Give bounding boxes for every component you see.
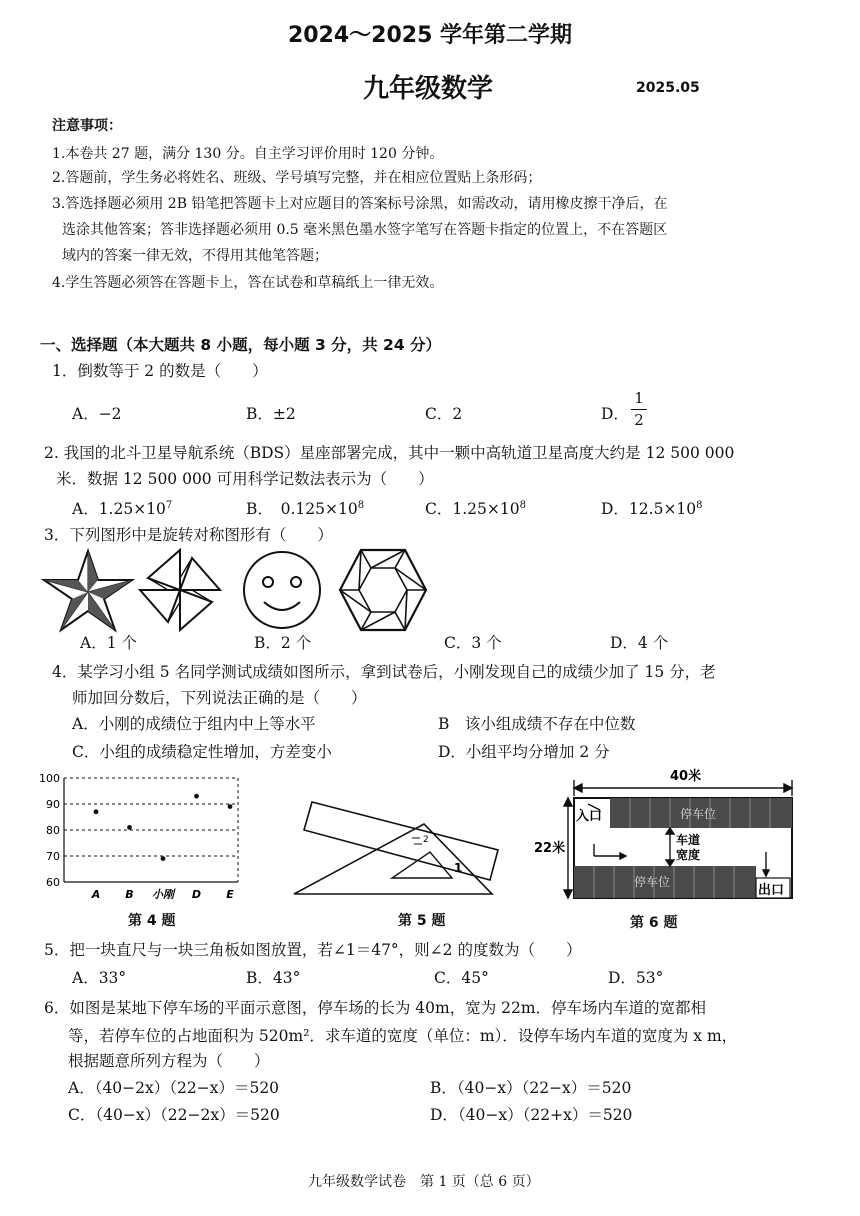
- star-figure: [40, 548, 136, 632]
- q2-option-c-exp: 8: [519, 500, 526, 511]
- data-point: [161, 856, 166, 861]
- q2-option-b-text: B． 0.125×10: [246, 500, 358, 518]
- q1-option-d-label: D．: [601, 405, 629, 423]
- q2-option-c: [425, 497, 526, 519]
- smiley-face-figure: [240, 548, 324, 632]
- data-point: [94, 809, 99, 814]
- question-1-stem: 1．倒数等于 2 的数是（ ）: [52, 362, 268, 380]
- question-6-stem-line2: 等，若停车位的占地面积为 520m²．求车道的宽度（单位：m）．设停车场内车道的宽度为 x m，: [68, 1027, 738, 1045]
- lane-label-2: 宽度: [676, 848, 701, 862]
- page-footer: 九年级数学试卷 第 1 页（总 6 页）: [308, 1174, 540, 1190]
- data-point: [127, 825, 132, 830]
- notice-item-3: 3.答选择题必须用 2B 铅笔把答题卡上对应题目的答案标号涂黑，如需改动，请用橡皮擦干净后，在: [52, 196, 668, 212]
- figure-5-caption: 第 5 题: [398, 913, 446, 929]
- exam-date: 2025.05: [636, 80, 700, 96]
- section-title: 一、选择题（本大题共 8 小题，每小题 3 分，共 24 分）: [40, 336, 442, 354]
- question-4-stem-line1: 4．某学习小组 5 名同学测试成绩如图所示，拿到试卷后，小刚发现自己的成绩少加了 15 分，老: [52, 663, 716, 681]
- parking-lot-figure: [530, 768, 802, 908]
- notice-title: 注意事项：: [52, 118, 122, 134]
- q3-option-b: B．2 个: [254, 634, 312, 652]
- q5-option-a: A．33°: [72, 969, 127, 987]
- q6-option-a: A．（40−2x）（22−x）＝520: [68, 1079, 280, 1097]
- notice-item-2: 2.答题前，学生务必将姓名、班级、学号填写完整，并在相应位置贴上条形码；: [52, 170, 542, 186]
- angle-2-label: 2: [423, 835, 429, 845]
- q2-option-a-exp: 7: [165, 500, 173, 511]
- angle-1-label: 1: [454, 861, 463, 875]
- x-tick-label: E: [226, 888, 234, 901]
- y-tick-label: 80: [46, 824, 60, 837]
- notice-item-4: 4.学生答题必须答在答题卡上，答在试卷和草稿纸上一律无效。: [52, 275, 444, 291]
- q5-option-c: C．45°: [434, 969, 489, 987]
- entry-label: 入口: [576, 809, 603, 824]
- score-chart: [30, 770, 250, 906]
- figure-4-caption: 第 4 题: [128, 913, 176, 929]
- q3-option-a: A．1 个: [80, 634, 137, 652]
- question-4-stem-line2: 师加回分数后，下列说法正确的是（ ）: [72, 689, 367, 707]
- q6-option-c: C．（40−x）（22−2x）＝520: [68, 1106, 280, 1124]
- notice-item-1: 1.本卷共 27 题，满分 130 分。自主学习评价用时 120 分钟。: [52, 146, 444, 162]
- q5-option-d: D．53°: [608, 969, 664, 987]
- q1-fraction-numerator: 1: [634, 389, 644, 407]
- q2-option-d: [601, 497, 703, 519]
- bottom-parking-label: 停车位: [634, 875, 671, 889]
- notice-item-3-cont2: 域内的答案一律无效，不得用其他笔答题；: [62, 248, 328, 264]
- exit-label: 出口: [758, 883, 785, 898]
- q2-option-c-text: C．1.25×10: [425, 500, 520, 518]
- q2-option-d-text: D．12.5×10: [601, 500, 697, 518]
- y-tick-label: 70: [46, 850, 60, 863]
- y-tick-label: 100: [39, 772, 60, 785]
- width-label: 40米: [670, 769, 702, 784]
- q3-option-c: C．3 个: [444, 634, 502, 652]
- notice-item-3-cont: 选涂其他答案；答非选择题必须用 0.5 毫米黑色墨水签字笔写在答题卡指定的位置上，不在答题区: [62, 222, 668, 238]
- subject-title: 九年级数学: [363, 74, 494, 104]
- question-3-stem: 3．下列图形中是旋转对称图形有（ ）: [44, 526, 333, 544]
- figure-6-caption: 第 6 题: [630, 915, 678, 931]
- height-label: 22米: [534, 841, 566, 856]
- lane-label-1: 车道: [676, 833, 701, 847]
- data-point: [194, 794, 199, 799]
- top-parking-label: 停车位: [680, 807, 717, 821]
- x-tick-label: D: [191, 888, 202, 901]
- pinwheel-figure: [138, 548, 222, 632]
- question-6-stem-line1: 6．如图是某地下停车场的平面示意图，停车场的长为 40m，宽为 22m．停车场内车道的宽都相: [44, 999, 707, 1017]
- ruler-triangle-figure: [292, 800, 504, 900]
- question-2-stem-line2: 米．数据 12 500 000 可用科学记数法表示为（ ）: [56, 470, 434, 488]
- data-point: [228, 804, 233, 809]
- hexagon-figure: [338, 546, 428, 634]
- q2-option-a-text: A．1.25×10: [72, 500, 166, 518]
- question-5-stem: 5．把一块直尺与一块三角板如图放置，若∠1＝47°，则∠2 的度数为（ ）: [44, 941, 582, 959]
- question-6-stem-line3: 根据题意所列方程为（ ）: [68, 1052, 270, 1070]
- q3-option-d: D．4 个: [610, 634, 669, 652]
- q1-fraction-denominator: 2: [634, 411, 644, 429]
- q1-option-c: C．2: [425, 405, 463, 423]
- q6-option-d: D．（40−x）（22+x）＝520: [430, 1106, 633, 1124]
- q2-option-a: [72, 497, 172, 519]
- question-2-stem-line1: 2. 我国的北斗卫星导航系统（BDS）星座部署完成，其中一颗中高轨道卫星高度大约是 12 500 000: [44, 444, 735, 462]
- q1-option-b: B．±2: [246, 405, 296, 423]
- q2-option-b-exp: 8: [357, 500, 365, 511]
- q6-option-b: B．（40−x）（22−x）＝520: [430, 1079, 632, 1097]
- q4-option-c: C．小组的成绩稳定性增加，方差变小: [72, 743, 332, 761]
- q1-option-a: A．−2: [72, 405, 122, 423]
- q1-fraction-bar: [631, 409, 647, 410]
- q4-option-d: D．小组平均分增加 2 分: [438, 743, 610, 761]
- x-tick-label: B: [125, 888, 134, 901]
- q1-option-d: [601, 402, 629, 424]
- y-tick-label: 90: [46, 798, 60, 811]
- q4-option-a: A．小刚的成绩位于组内中上等水平: [72, 715, 316, 733]
- school-year-title: 2024～2025 学年第二学期: [287, 23, 573, 48]
- q2-option-d-exp: 8: [696, 500, 703, 511]
- q2-option-b: [246, 497, 364, 519]
- q5-option-b: B．43°: [246, 969, 301, 987]
- y-tick-label: 60: [46, 876, 60, 889]
- x-tick-label: A: [91, 888, 101, 901]
- x-tick-label: 小刚: [152, 888, 174, 901]
- q4-option-b: B 该小组成绩不存在中位数: [438, 715, 636, 733]
